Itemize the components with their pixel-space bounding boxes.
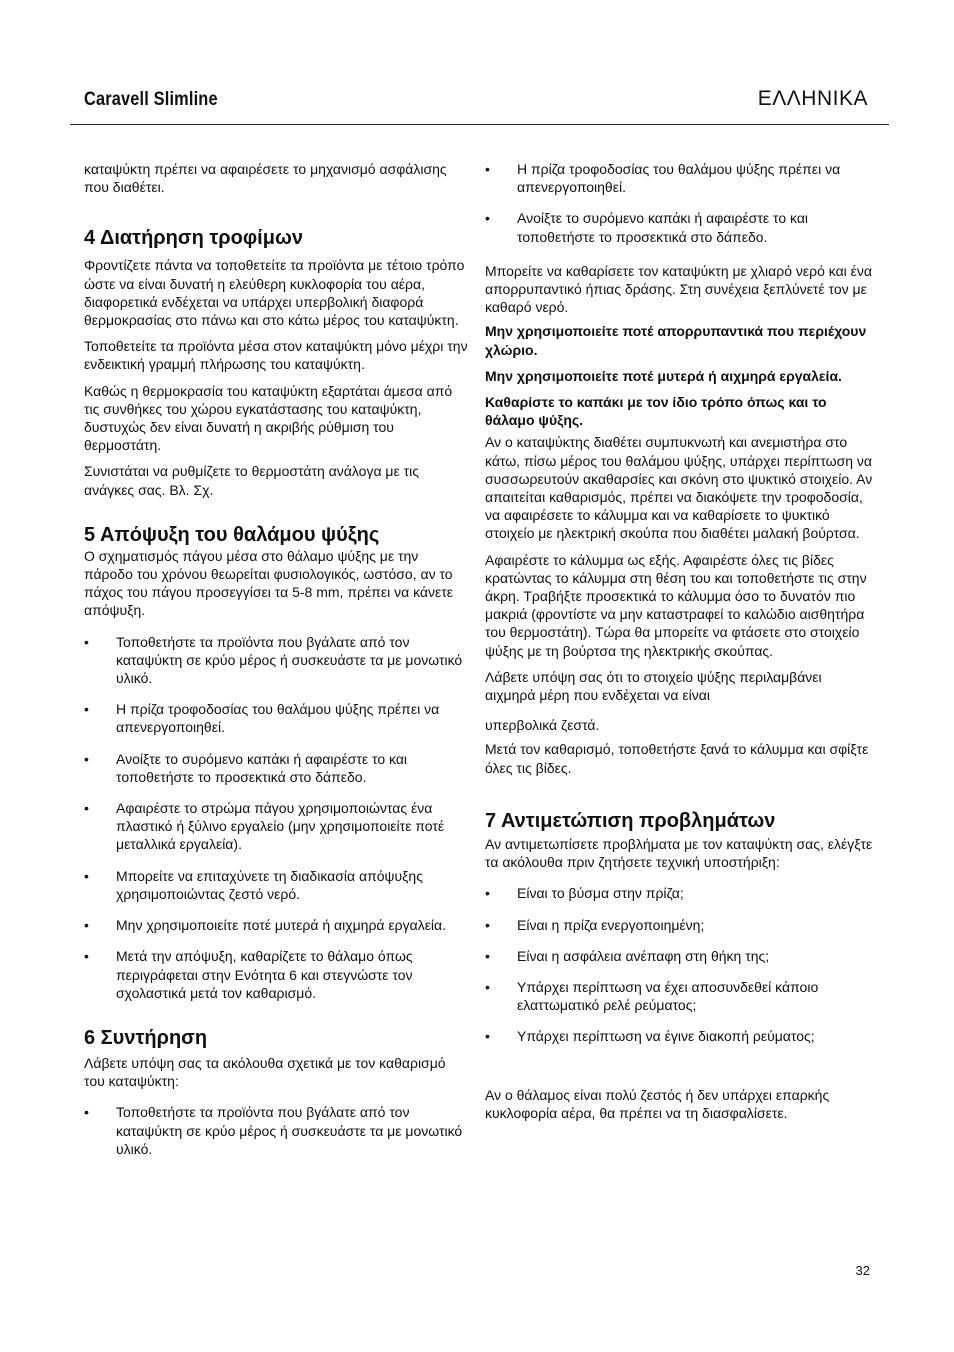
list-item [485, 978, 873, 1014]
page-header [70, 86, 889, 125]
list-item [485, 1027, 873, 1045]
list-item-text: Αφαιρέστε το στρώμα πάγου χρησιμοποιώντας ένα πλαστικό ή ξύλινο εργαλείο (μην χρησιμοποιείτε ποτέ μεταλλικά εργαλεία). [116, 800, 445, 853]
section-7-title: 7 Αντιμετώπιση προβλημάτων [485, 809, 776, 832]
section-4-title: 4 Διατήρηση τροφίμων [84, 227, 303, 250]
list-item [84, 633, 470, 688]
list-item-text: Ανοίξτε το συρόμενο καπάκι ή αφαιρέστε το και τοποθετήστε το προσεκτικά στο δάπεδο. [116, 750, 408, 785]
hot-parts-paragraph: Λάβετε υπόψη σας ότι το στοιχείο ψύξης περιλαμβάνει αιχμηρά μέρη που ενδέχεται να είναι [485, 668, 822, 704]
list-item [84, 916, 470, 934]
section-6-intro: Λάβετε υπόψη σας τα ακόλουθα σχετικά με τον καθαρισμό του καταψύκτη: [84, 1054, 446, 1090]
list-item [84, 1103, 470, 1158]
list-item [84, 947, 470, 1002]
section-4-paragraph: Συνιστάται να ρυθμίζετε το θερμοστάτη ανάλογα με τις ανάγκες σας. Βλ. Σχ. [84, 463, 420, 498]
warning-chlorine: Μην χρησιμοποιείτε ποτέ απορρυπαντικά που περιέχουν χλώριο. [485, 323, 867, 358]
bullet-icon: • [485, 978, 490, 995]
bullet-icon: • [485, 947, 490, 964]
bullet-icon: • [485, 161, 490, 177]
left-column [84, 160, 470, 1171]
bullet-icon: • [485, 885, 490, 902]
warning-lid-cleaning: Καθαρίστε το καπάκι με τον ίδιο τρόπο όπως και το θάλαμο ψύξης. [485, 394, 827, 429]
list-item-text: Τοποθετήστε τα προϊόντα που βγάλατε από τον καταψύκτη σε κρύο μέρος ή συσκευάστε τα με μονωτικό υλικό. [116, 633, 463, 687]
list-item-text: Ανοίξτε το συρόμενο καπάκι ή αφαιρέστε το και τοποθετήστε το προσεκτικά στο δάπεδο. [517, 210, 809, 245]
list-item-text: Υπάρχει περίπτωση να έγινε διακοπή ρεύματος; [517, 1028, 815, 1045]
list-item-text: Είναι η πρίζα ενεργοποιημένη; [517, 916, 705, 933]
list-item [84, 700, 470, 736]
list-item-text: Μετά την απόψυξη, καθαρίζετε το θάλαμο όπως περιγράφεται στην Ενότητα 6 και στεγνώστε τον σχολαστικά μετά τον καθαρισμό. [116, 948, 413, 1001]
list-item-text: Τοποθετήστε τα προϊόντα που βγάλατε από τον καταψύκτη σε κρύο μέρος ή συσκευάστε τα με μονωτικό υλικό. [116, 1104, 463, 1157]
list-item-text: Είναι το βύσμα στην πρίζα; [517, 885, 684, 902]
bullet-icon: • [485, 916, 490, 933]
section-4-paragraph: Τοποθετείτε τα προϊόντα μέσα στον καταψύκτη μόνο μέχρι την ενδεικτική γραμμή πλήρωσης του καταψύκτη. [84, 338, 468, 373]
list-item-text: Είναι η ασφάλεια ανέπαφη στη θήκη της; [517, 947, 770, 964]
bullet-icon: • [485, 1028, 490, 1045]
section-5-bullet-list [84, 633, 470, 1002]
bullet-icon: • [84, 1104, 89, 1121]
section-4-paragraph: Καθώς η θερμοκρασία του καταψύκτη εξαρτάται άμεσα από τις συνθήκες του χώρου εγκατάστασης του καταψύκτη, δυστυχώς δεν είναι δυνατή η ακριβής ρύθμιση του θερμοστάτη. [84, 382, 453, 454]
bullet-icon: • [84, 917, 89, 934]
section-6-bullet-list [84, 1103, 470, 1158]
page-number: 32 [855, 1263, 870, 1278]
bullet-icon: • [485, 210, 490, 227]
list-item [84, 750, 470, 786]
hot-parts-continued: υπερβολικά ζεστά. [485, 717, 600, 734]
list-item [84, 867, 470, 903]
list-item-text: Μπορείτε να επιταχύνετε τη διαδικασία απόψυξης χρησιμοποιώντας ζεστό νερό. [116, 867, 423, 902]
bullet-icon: • [84, 800, 89, 817]
list-item [485, 947, 873, 965]
list-item-text: Η πρίζα τροφοδοσίας του θαλάμου ψύξης πρέπει να απενεργοποιηθεί. [517, 161, 841, 196]
intro-paragraph: καταψύκτη πρέπει να αφαιρέσετε το μηχανισμό ασφάλισης που διαθέτει. [84, 161, 447, 196]
bullet-icon: • [84, 633, 89, 650]
warning-sharp-tools: Μην χρησιμοποιείτε ποτέ μυτερά ή αιχμηρά εργαλεία. [485, 367, 842, 384]
list-item-text: Μην χρησιμοποιείτε ποτέ μυτερά ή αιχμηρά εργαλεία. [116, 917, 447, 934]
bullet-icon: • [84, 867, 89, 884]
cleaning-paragraph: Μπορείτε να καθαρίσετε τον καταψύκτη με χλιαρό νερό και ένα απορρυπαντικό ήπιας δράσης. Στη συνέχεια ξεπλύνετέ τον με καθαρό νερό. [485, 262, 873, 316]
cover-removal-paragraph: Αφαιρέστε το κάλυμμα ως εξής. Αφαιρέστε όλες τις βίδες κρατώντας το κάλυμμα στη θέση του και τοποθετήστε τις στην άκρη. Τραβήξτε προσεκτικά το κάλυμμα όσο το δυνατόν πιο μακριά (φροντίστε να μην καταστραφεί το καλώδιο αισθητήρα του θερμοστάτη). Τώρα θα μπορείτε να φτάσετε στο στοιχείο ψύξης με τη βούρτσα της ηλεκτρικής σκούπας. [485, 551, 867, 659]
bullet-icon: • [84, 948, 89, 965]
list-item-text: Η πρίζα τροφοδοσίας του θαλάμου ψύξης πρέπει να απενεργοποιηθεί. [116, 701, 440, 736]
language-label: ΕΛΛΗΝΙΚΑ [757, 87, 868, 110]
list-item [485, 160, 873, 196]
bullet-icon: • [84, 750, 89, 767]
condenser-paragraph: Αν ο καταψύκτης διαθέτει συμπυκνωτή και ανεμιστήρα στο κάτω, πίσω μέρος του θαλάμου ψύξης, υπάρχει περίπτωση να συσσωρευτούν ακαθαρσίες και σκόνη στο ψυκτικό στοιχείο. Αν απαιτείται καθαρισμός, πρέπει να διακόψετε την τροφοδοσία, να αφαιρέσετε το κάλυμμα και να καθαρίσετε το ψυκτικό στοιχείο με ηλεκτρική σκούπα που διαθέτει μαλακή βούρτσα. [485, 434, 873, 542]
reassembly-paragraph: Μετά τον καθαρισμό, τοποθετήστε ξανά το κάλυμμα και σφίξτε όλες τις βίδες. [485, 741, 869, 776]
right-column [485, 160, 873, 1130]
section-7-intro: Αν αντιμετωπίσετε προβλήματα με τον καταψύκτη σας, ελέγξτε τα ακόλουθα πριν ζητήσετε τεχνική υποστήριξη: [485, 835, 873, 871]
section-5-title: 5 Απόψυξη του θαλάμου ψύξης [84, 523, 380, 546]
section-6-title: 6 Συντήρηση [84, 1026, 208, 1049]
brand-title: Caravell Slimline [84, 89, 218, 110]
list-item [485, 916, 873, 934]
list-item [485, 209, 873, 245]
list-item [485, 884, 873, 902]
bullet-icon: • [84, 701, 89, 718]
section-4-paragraph: Φροντίζετε πάντα να τοποθετείτε τα προϊόντα με τέτοιο τρόπο ώστε να είναι δυνατή η ελεύθερη κυκλοφορία του αέρα, διαφορετικά ενδέχεται να υπάρχει υπερβολική διαφορά θερμοκρασίας στο πάνω και στο κάτω μέρος του καταψύκτη. [84, 257, 465, 329]
section-7-bullet-list [485, 884, 873, 1045]
section-7-outro: Αν ο θάλαμος είναι πολύ ζεστός ή δεν υπάρχει επαρκής κυκλοφορία αέρα, θα πρέπει να τη διασφαλίσετε. [485, 1086, 830, 1121]
list-item [84, 799, 470, 854]
right-bullet-list [485, 160, 873, 246]
section-5-intro: Ο σχηματισμός πάγου μέσα στο θάλαμο ψύξης με την πάροδο του χρόνου θεωρείται φυσιολογικός, ωστόσο, αν το πάχος του πάγου προσεγγίσει τα 5-8 mm, πρέπει να κάνετε απόψυξη. [84, 547, 454, 619]
list-item-text: Υπάρχει περίπτωση να έχει αποσυνδεθεί κάποιο ελαττωματικό ρελέ ρεύματος; [517, 978, 819, 1014]
